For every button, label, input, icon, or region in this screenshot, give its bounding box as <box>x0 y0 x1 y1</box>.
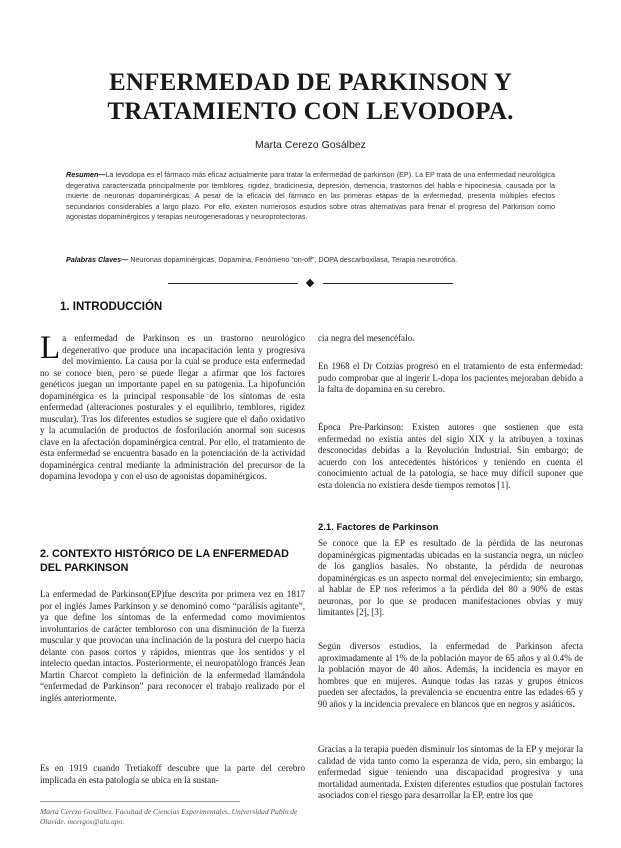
right-text-5: Según diversos estudios, la enfermedad de Parkinson afecta aproximadamente al 1% de la población mayor de 65 años y al 0.4% de la población mayor de 40 años. Además, la incidencia es mayor en hombres que en mujeres. Aunque todas las razas y grupos étnicos pueden ser afectados, la prevalencia se encuentra entre las edades 65 y 90 años y la incidencia prevalece en blancos que en negros y asiáticos. <box>318 641 583 709</box>
keywords-label: Palabras Claves— <box>66 255 129 264</box>
abstract <box>66 170 555 223</box>
right-paragraph-4 <box>318 538 583 619</box>
author-affiliation-footnote: Marta Cerezo Gosálbez. Facultad de Ciencias Experimentales, Universidad Pablo de Olavide. mcergos@alu.upo. <box>40 807 298 826</box>
right-paragraph-3 <box>318 422 583 491</box>
right-text-4: Se conoce que la EP es resultado de la pérdida de las neuronas dopaminérgicas pigmentadas ubicadas en la sustancia negra, un núcleo de los ganglios basales. No obstante, la pérdida de neuronas dopaminérgicas es un aspecto normal del envejecimiento; sin embargo, al hablar de EP nos referimos a la pérdida del 80 a 90% de estas neuronas, por lo que se producen manifestaciones obvias y muy limitantes [2], [3]. <box>318 538 583 617</box>
abstract-label: Resumen— <box>66 170 106 179</box>
divider-diamond-icon <box>306 279 314 287</box>
section-heading-introduccion: 1. INTRODUCCIÓN <box>60 301 163 313</box>
section-heading-contexto-historico: 2. CONTEXTO HISTÓRICO DE LA ENFERMEDAD DEL PARKINSON <box>40 548 289 574</box>
intro-paragraph <box>40 330 305 483</box>
right-paragraph-2 <box>318 361 583 396</box>
author-name: Marta Cerezo Gosálbez <box>255 139 366 151</box>
intro-text: a enfermedad de Parkinson es un trastorno neurológico degenerativo que produce una incapacitación lenta y progresiva del movimiento. La causa por la cual se produce esta enfermedad no se conoce bien, pero se puede llegar a afirmar que los factores genéticos juegan un importante papel en su patogenia. La hipofunción dopaminérgica es la principal responsable de los síntomas de esta enfermedad (alteraciones posturales y el equilibrio, temblores, rigidez muscular). Tras los diferentes estudios se sugiere que el daño oxidativo y la acumulación de productos de fosforilación anormal son sucesos clave en la afectación dopaminérgica central. Por ello, el tratamiento de esta enfermedad se encuentra basado en la potenciación de la actividad dopaminérgica central mediante la administración del precursor de la dopamina levodopa y con el uso de agonistas dopaminérgicos. <box>40 333 305 481</box>
right-paragraph-1 <box>318 333 583 345</box>
title-line-1: ENFERMEDAD DE PARKINSON Y <box>109 69 512 96</box>
footnote-rule <box>40 801 240 802</box>
keywords-text: Neuronas dopaminérgicas, Dopamina, Fenómeno “on-off”, DOPA descarboxilasa, Terapia neurotrófica. <box>128 255 458 264</box>
history-text-2: Es en 1919 cuando Tretiakoff descubre que la parte del cerebro implicada en esta patología se ubica en la sustan- <box>40 763 305 785</box>
history-text-1: La enfermedad de Parkinson(EP)fue descrita por primera vez en 1817 por el inglés James Parkinson y se denominó como “parálisis agitante”, ya que define los síntomas de la enfermedad como movimientos involuntarios de carácter tembloroso con una disminución de la fuerza muscular y que provocan una inclinación de la postura del cuerpo hacia delante con pasos cortos y rápidos, mientras que los sentidos y el intelecto quedan intactos. Posteriormente, el neuropatólogo francés Jean Martin Charcot completo la definición de la enfermedad llamándola “enfermedad de Parkinson” para reconocer el trabajo realizado por el inglés anteriormente. <box>40 589 305 703</box>
title-line-2: TRATAMIENTO CON LEVODOPA. <box>107 98 514 125</box>
history-paragraph-1 <box>40 589 305 704</box>
right-text-2: En 1968 el Dr Cotzias progresó en el tratamiento de esta enfermedad: pudo comprobar que al ingerir L-dopa los pacientes mejoraban debido a la falta de dopamina en su cerebro. <box>318 361 583 394</box>
subsection-heading-factores: 2.1. Factores de Parkinson <box>318 522 439 533</box>
right-paragraph-5 <box>318 641 583 710</box>
section-divider <box>168 279 453 289</box>
keywords <box>66 255 555 266</box>
right-text-3: Época Pre-Parkinson: Existen autores que sostienen que esta enfermedad no existía antes del siglo XIX y la atribuyen a toxinas desconocidas debidas a la Revolución Industrial. Sin embargo; de acuerdo con los antecedentes históricos y teniendo en cuenta el conocimiento actual de la patología, se hace muy difícil suponer que esta dolencia no existiera desde tiempos remotos [1]. <box>318 422 583 490</box>
right-text-1: cia negra del mesencéfalo. <box>318 333 415 343</box>
drop-cap: L <box>40 330 61 366</box>
paper-title <box>40 68 581 126</box>
right-paragraph-6 <box>318 744 583 802</box>
history-paragraph-2 <box>40 763 305 786</box>
abstract-text: La levodopa es el fármaco más eficaz actualmente para tratar la enfermedad de parkinson (EP). La EP trata de una enfermedad neurológica degerativa caracterizada principalmente por temblores, rigidez, bradicinesia, depresión, demencia, trastornos del habla e hipocinesia, causada por la muerte de neuronas dopaminérgicas. A pesar de la eficacia del fármaco en las primeras etapas de la enfermedad, presenta múltiples efectos secundarios considerables a largo plazo. Por ello, existen numerosos estudios sobre otras alternativas para frenar el progreso del Parkinson como agonistas dopaminérgicos y terapias neurogeneradoras y neuroprotectoras. <box>66 170 555 222</box>
divider-line-left <box>168 283 298 284</box>
right-text-6: Gracias a la terapia pueden disminuir los síntomas de la EP y mejorar la calidad de vida tanto como la esperanza de vida, pero, sin embargo; la enfermedad sigue teniendo una discapacidad progresiva y una mortalidad aumentada. Existen diferentes estudios que postulan factores asociados con el riesgo para desarrollar la EP, entre los que <box>318 744 583 800</box>
divider-line-right <box>323 283 453 284</box>
